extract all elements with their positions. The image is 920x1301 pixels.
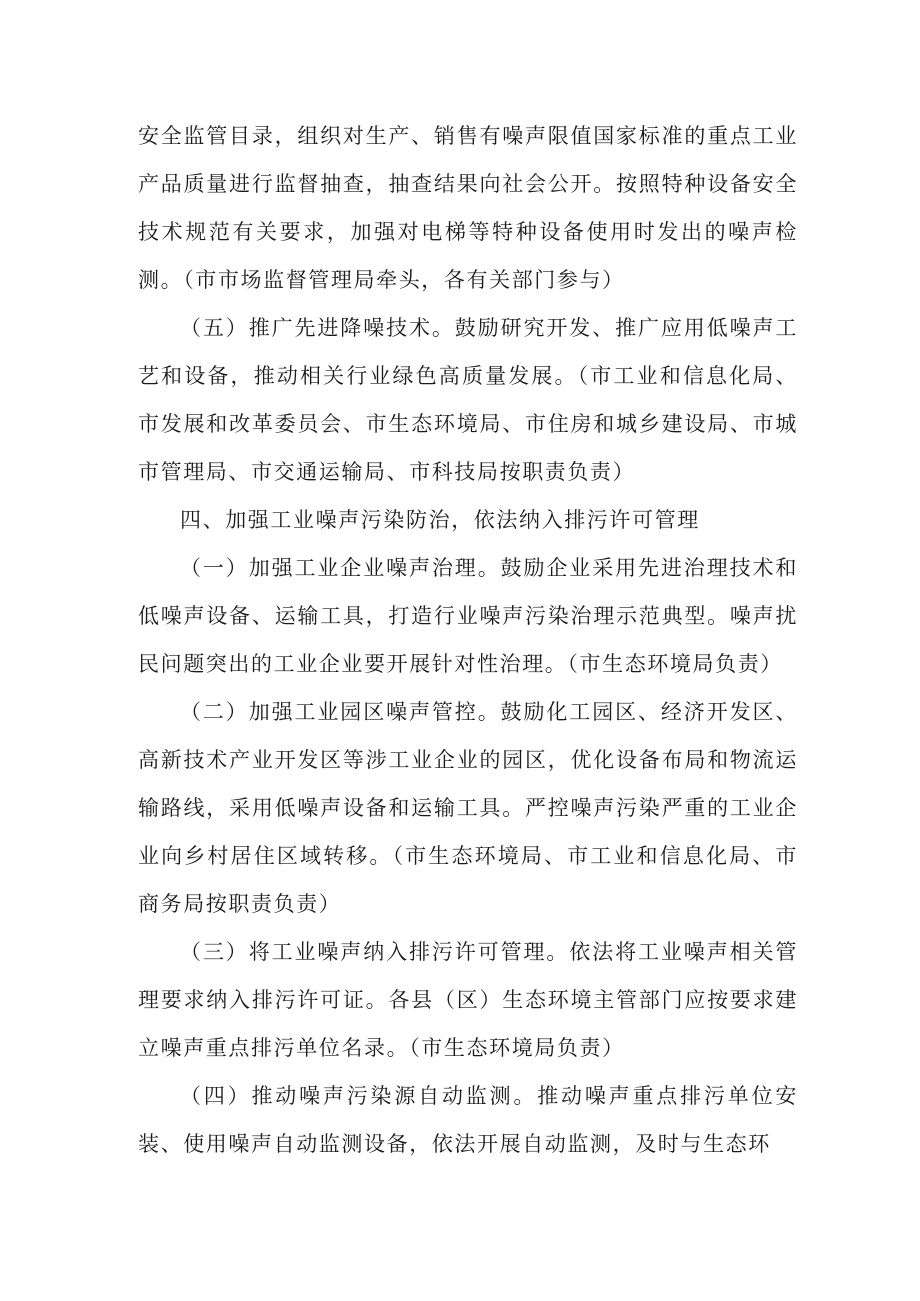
section-heading-4: 四、加强工业噪声污染防治，依法纳入排污许可管理 (180, 508, 700, 532)
paragraph-item-3: （三）将工业噪声纳入排污许可管理。依法将工业噪声相关管理要求纳入排污许可证。各县（区）生态环境主管部门应按要求建立噪声重点排污单位名录。（市生态环境局负责） (138, 940, 798, 1060)
document-body (138, 112, 798, 1168)
paragraph-item-1: （一）加强工业企业噪声治理。鼓励企业采用先进治理技术和低噪声设备、运输工具，打造行业噪声污染治理示范典型。噪声扰民问题突出的工业企业要开展针对性治理。（市生态环境局负责） (138, 556, 798, 676)
paragraph-item-2: （二）加强工业园区噪声管控。鼓励化工园区、经济开发区、高新技术产业开发区等涉工业企业的园区，优化设备布局和物流运输路线，采用低噪声设备和运输工具。严控噪声污染严重的工业企业向乡村居住区域转移。（市生态环境局、市工业和信息化局、市商务局按职责负责） (138, 700, 798, 916)
paragraph-item-5: （五）推广先进降噪技术。鼓励研究开发、推广应用低噪声工艺和设备，推动相关行业绿色高质量发展。（市工业和信息化局、市发展和改革委员会、市生态环境局、市住房和城乡建设局、市城市管理局、市交通运输局、市科技局按职责负责） (138, 316, 798, 484)
paragraph-item-4: （四）推动噪声污染源自动监测。推动噪声重点排污单位安装、使用噪声自动监测设备，依法开展自动监测，及时与生态环 (138, 1084, 798, 1156)
paragraph-continuation: 安全监管目录，组织对生产、销售有噪声限值国家标准的重点工业产品质量进行监督抽查，抽查结果向社会公开。按照特种设备安全技术规范有关要求，加强对电梯等特种设备使用时发出的噪声检测。（市市场监督管理局牵头，各有关部门参与） (138, 124, 798, 292)
